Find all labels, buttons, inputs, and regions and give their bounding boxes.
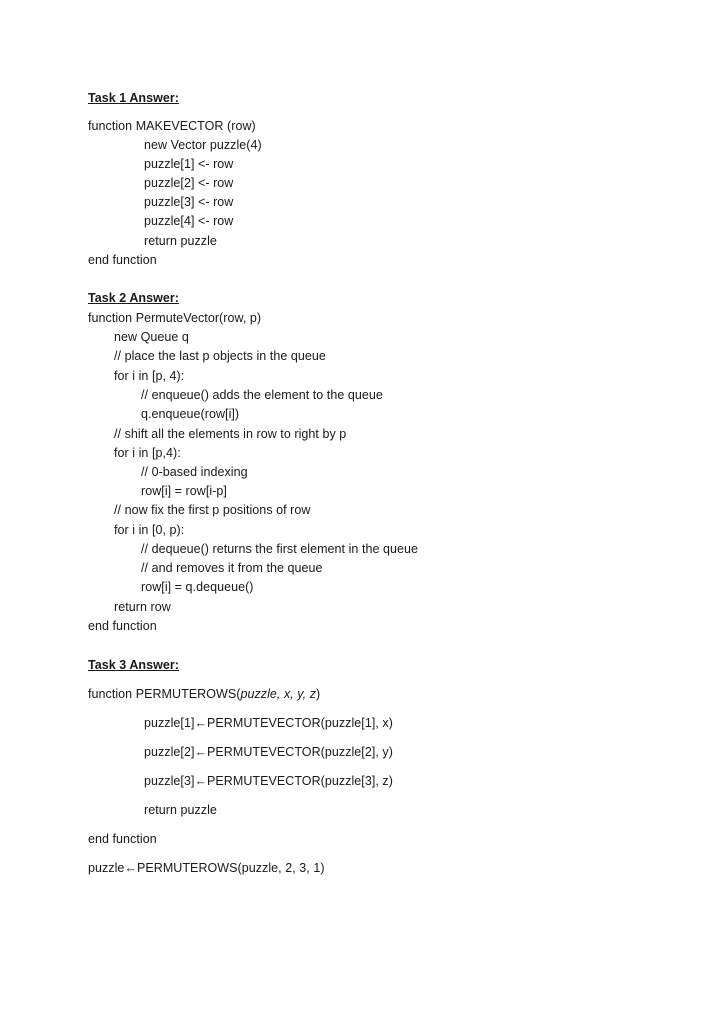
task1-line: end function [88,253,157,267]
task3-line: puzzle[3]←PERMUTEVECTOR(puzzle[3], z) [144,774,393,788]
task3-line: return puzzle [144,803,217,817]
task2-line: q.enqueue(row[i]) [141,407,240,421]
task2-line: for i in [p, 4): [114,369,185,383]
task2-line: for i in [p,4): [114,446,181,460]
task3-signature [88,686,320,702]
task2-line: // 0-based indexing [141,465,248,479]
signature-prefix: function PERMUTEROWS( [88,687,241,701]
task2-line: // dequeue() returns the first element in the queue [141,542,419,556]
task2-line: row[i] = row[i-p] [141,484,227,498]
task2-heading: Task 2 Answer: [88,291,180,305]
task2-line: // shift all the elements in row to right by p [114,427,347,441]
task2-line: // now fix the first p positions of row [114,503,311,517]
task1-line: puzzle[2] <- row [144,176,234,190]
task3-line: end function [88,832,157,846]
task1-line: return puzzle [144,234,217,248]
task2-line: return row [114,600,171,614]
task2-line: new Queue q [114,330,189,344]
task2-line: end function [88,619,157,633]
task2-line: // and removes it from the queue [141,561,323,575]
task2-line: function PermuteVector(row, p) [88,311,262,325]
task2-line: // place the last p objects in the queue [114,349,326,363]
task2-line: row[i] = q.dequeue() [141,580,254,594]
task3-line: puzzle←PERMUTEROWS(puzzle, 2, 3, 1) [88,861,325,875]
task1-line: puzzle[4] <- row [144,214,234,228]
signature-suffix: ) [316,687,321,701]
task1-heading: Task 1 Answer: [88,91,180,105]
task2-line: // enqueue() adds the element to the queue [141,388,383,402]
task2-line: for i in [0, p): [114,523,185,537]
task1-line: new Vector puzzle(4) [144,138,262,152]
task1-line: puzzle[1] <- row [144,157,234,171]
task1-line: puzzle[3] <- row [144,195,234,209]
task3-line: puzzle[2]←PERMUTEVECTOR(puzzle[2], y) [144,745,393,759]
task1-line: function MAKEVECTOR (row) [88,119,256,133]
signature-params: puzzle, x, y, z [240,687,317,701]
task3-heading: Task 3 Answer: [88,658,180,672]
task3-line: puzzle[1]←PERMUTEVECTOR(puzzle[1], x) [144,716,393,730]
